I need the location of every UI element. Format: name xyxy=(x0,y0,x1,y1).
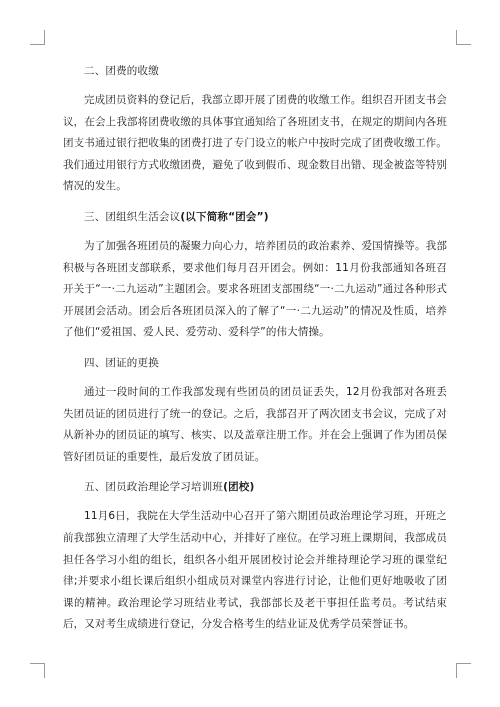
section-heading-theory-training: 五、团员政治理论学习培训班(团校) xyxy=(84,481,255,494)
section-body-meeting: 为了加强各班团员的凝聚力向心力，培养团员的政治素养、爱国情操等。我部积极与各班团支部联系，要求他们每月召开团会。例如：11月份我部通知各班召开关于“一·二九运动”主题团会。要求各班团支部围绕“一·二九运动”通过各种形式开展团会活动。团会后各班团员深入的了解了“一·二九运动”的情况及性质，培养了他们“爱祖国、爱人民、爱劳动、爱科学”的伟大情操。 xyxy=(63,239,447,339)
document-body xyxy=(63,64,447,648)
section-heading-meeting: 三、团组织生活会议(以下简称“团会”) xyxy=(84,210,269,223)
crop-mark-bottom-right xyxy=(456,663,471,678)
crop-mark-top-right xyxy=(456,30,471,45)
section-body-theory-training: 11月6日，我院在大学生活动中心召开了第六期团员政治理论学习班，开班之前我部独立清理了大学生活动中心，并排好了座位。在学习班上课期间，我部成员担任各学习小组的组长，组织各小组开展团校讨论会并维持理论学习班的课堂纪律;并要求小组长课后组织小组成员对课堂内容进行讨论，让他们更好地吸收了团课的精神。政治理论学习班结业考试，我部部长及老干事担任监考员。考试结束后，又对考生成绩进行登记，分发合格考生的结业证及优秀学员荣誉证书。 xyxy=(63,510,447,631)
section-body-fee-collection: 完成团员资料的登记后，我部立即开展了团费的收缴工作。组织召开团支书会议，在会上我部将团费收缴的具体事宜通知给了各班团支书，在规定的期间内各班团支书通过银行把收集的团费打进了专门设立的帐户中按时完成了团费收缴工作。我们通过用银行方式收缴团费，避免了收到假币、现金数目出错、现金被盗等特别情况的发生。 xyxy=(63,94,447,193)
crop-mark-top-left xyxy=(30,30,45,45)
section-heading-card-renewal: 四、团证的更换 xyxy=(84,356,159,369)
section-heading-fee-collection: 二、团费的收缴 xyxy=(84,65,159,77)
section-body-card-renewal: 通过一段时间的工作我部发现有些团员的团员证丢失，12月份我部对各班丢失团员证的团员进行了统一的登记。之后，我部召开了两次团支书会议，完成了对从新补办的团员证的填写、核实、以及盖章注册工作。并在会上强调了作为团员保管好团员证的重要性，最后发放了团员证。 xyxy=(63,385,447,463)
crop-mark-bottom-left xyxy=(30,663,45,678)
